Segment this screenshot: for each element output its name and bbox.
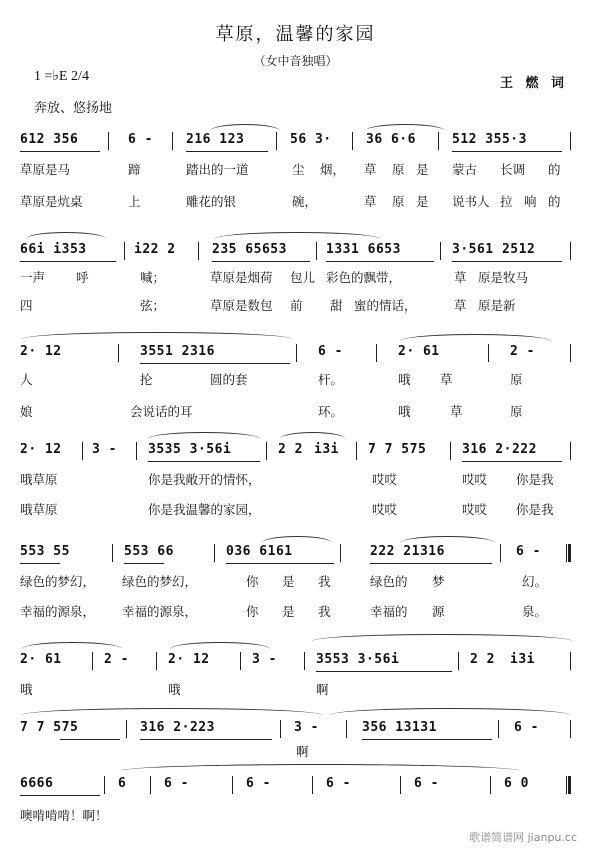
notes-m2: 316 2·223 bbox=[140, 720, 215, 735]
barline bbox=[266, 442, 267, 460]
underline bbox=[326, 261, 434, 262]
lyric: 一声 bbox=[20, 270, 46, 285]
barline bbox=[156, 652, 157, 670]
notes-m5: 3·561 2512 bbox=[452, 242, 536, 257]
notes-m1: 6666 bbox=[20, 776, 54, 791]
underline bbox=[362, 739, 492, 740]
underline bbox=[452, 261, 562, 262]
underline bbox=[20, 563, 60, 564]
underline bbox=[148, 461, 260, 462]
notes-m3: 6 - bbox=[318, 344, 343, 359]
song-subtitle: （女中音独唱） bbox=[253, 54, 338, 68]
lyric: 踏出的一道 bbox=[186, 162, 249, 177]
lyric: 你是我 bbox=[516, 472, 554, 487]
lyric: 你是我敞开的情怀， bbox=[148, 472, 261, 487]
lyric: 草 bbox=[364, 162, 377, 177]
notes-m5: 6 - bbox=[516, 544, 541, 559]
barline bbox=[570, 652, 571, 670]
lyric: 你 bbox=[246, 604, 259, 619]
lyric: 原 bbox=[392, 162, 405, 177]
slur bbox=[26, 232, 106, 239]
barline bbox=[126, 720, 127, 738]
notes-m3: 6 - bbox=[164, 776, 189, 791]
barline bbox=[172, 132, 173, 150]
lyric: 的 bbox=[548, 194, 561, 209]
lyric: 彩色的飘带， bbox=[326, 270, 402, 285]
notes-m4a: 2 2 bbox=[278, 442, 303, 457]
lyric: 原是新 bbox=[478, 298, 516, 313]
slur bbox=[22, 642, 122, 649]
lyric: 草原是数包 bbox=[210, 298, 273, 313]
lyric: 蹄 bbox=[128, 162, 141, 177]
lyrics-row-5-verse-1 bbox=[0, 572, 591, 590]
lyric: 四 bbox=[20, 298, 33, 313]
barline bbox=[316, 242, 317, 260]
lyrics-row-3-verse-2 bbox=[0, 402, 591, 420]
notes-m2: 553 66 bbox=[124, 544, 174, 559]
underline bbox=[370, 563, 492, 564]
notes-m1: 553 55 bbox=[20, 544, 70, 559]
underline bbox=[462, 461, 562, 462]
barline bbox=[490, 776, 491, 794]
barline bbox=[400, 776, 401, 794]
lyric: 哎哎 bbox=[462, 472, 488, 487]
lyric: 原 bbox=[510, 404, 523, 419]
lyric: 人 bbox=[20, 372, 33, 387]
notes-m6b: i3i bbox=[510, 652, 535, 667]
lyric: 草 bbox=[364, 194, 377, 209]
barline bbox=[108, 132, 109, 150]
barline bbox=[104, 776, 105, 794]
lyric: 草原是烟荷 bbox=[210, 270, 273, 285]
song-title: 草原，温馨的家园 bbox=[215, 24, 376, 45]
slur bbox=[280, 432, 345, 439]
slur bbox=[22, 708, 322, 715]
lyrics-row-6 bbox=[0, 680, 591, 698]
lyric: 是 bbox=[416, 194, 429, 209]
barline bbox=[124, 242, 125, 260]
notes-m1: 66i i353 bbox=[20, 242, 87, 257]
notes-m1: 2· 61 bbox=[20, 652, 62, 667]
barline bbox=[280, 720, 281, 738]
lyric: 哎哎 bbox=[372, 472, 398, 487]
barline bbox=[214, 544, 215, 562]
lyrics-row-7 bbox=[0, 742, 591, 760]
lyric: 雕花的银 bbox=[186, 194, 237, 209]
lyrics-row-4-verse-1 bbox=[0, 470, 591, 488]
final-barline bbox=[566, 776, 571, 794]
notes-m1: 612 356 bbox=[20, 132, 79, 147]
barline bbox=[232, 776, 233, 794]
lyric: 哦草原 bbox=[20, 502, 58, 517]
lyric: 哦 bbox=[398, 404, 411, 419]
notes-m5: 3553 3·56i bbox=[316, 652, 400, 667]
lyric: 哦 bbox=[20, 682, 33, 697]
lyric: 绿色的 bbox=[370, 574, 408, 589]
underline bbox=[20, 795, 100, 796]
lyric: 上 bbox=[128, 194, 141, 209]
underline bbox=[20, 151, 100, 152]
lyric: 草原是炕桌 bbox=[20, 194, 83, 209]
notes-m4: 222 21316 bbox=[370, 544, 445, 559]
barline bbox=[312, 776, 313, 794]
lyrics-row-2-verse-1 bbox=[0, 268, 591, 286]
score-row-3 bbox=[0, 342, 591, 370]
slur bbox=[312, 634, 572, 641]
lyric: 圆的套 bbox=[210, 372, 248, 387]
lyric: 杆。 bbox=[318, 372, 344, 387]
lyric: 蜜的情话， bbox=[354, 298, 417, 313]
lyrics-row-5-verse-2 bbox=[0, 602, 591, 620]
notes-m3: 036 6161 bbox=[226, 544, 293, 559]
lyric: 是 bbox=[282, 604, 295, 619]
slur bbox=[215, 232, 380, 239]
notes-m5: 6 - bbox=[514, 720, 539, 735]
score-row-5 bbox=[0, 542, 591, 570]
slur bbox=[120, 764, 520, 771]
underline bbox=[452, 151, 562, 152]
barline bbox=[118, 344, 119, 362]
lyric: 绿色的梦幻， bbox=[20, 574, 96, 589]
lyric: 草 bbox=[450, 404, 463, 419]
notes-m5: 6 - bbox=[326, 776, 351, 791]
lyric: 泉。 bbox=[522, 604, 548, 619]
notes-m1: 7 7 575 bbox=[20, 720, 79, 735]
lyrics-row-4-verse-2 bbox=[0, 500, 591, 518]
slur bbox=[400, 334, 550, 341]
barline bbox=[458, 652, 459, 670]
lyric: 是 bbox=[282, 574, 295, 589]
barline bbox=[276, 132, 277, 150]
lyric: 啊 bbox=[296, 744, 309, 759]
barline bbox=[570, 344, 571, 362]
lyric: 原 bbox=[392, 194, 405, 209]
lyric: 哎哎 bbox=[462, 502, 488, 517]
underline bbox=[186, 151, 268, 152]
score-row-2 bbox=[0, 240, 591, 268]
lyric: 长调 bbox=[500, 162, 526, 177]
notes-m4: 3 - bbox=[252, 652, 277, 667]
tempo-marking: 奔放、悠扬地 bbox=[34, 101, 113, 116]
lyric: 抡 bbox=[140, 372, 153, 387]
barline bbox=[438, 132, 439, 150]
lyric: 蒙古 bbox=[452, 162, 478, 177]
lyric: 弦； bbox=[140, 298, 166, 313]
notes-m2: 3 - bbox=[92, 442, 117, 457]
notes-m2: i22 2 bbox=[134, 242, 176, 257]
barline bbox=[82, 442, 83, 460]
lyric: 绿色的梦幻， bbox=[122, 574, 198, 589]
notes-m4b: i3i bbox=[314, 442, 339, 457]
notes-m4: 2· 61 bbox=[398, 344, 440, 359]
notes-m7: 6 0 bbox=[504, 776, 529, 791]
barline bbox=[296, 344, 297, 362]
lyric: 是 bbox=[416, 162, 429, 177]
lyric: 哎哎 bbox=[372, 502, 398, 517]
score-row-1 bbox=[0, 130, 591, 158]
notes-m6: 6 - bbox=[414, 776, 439, 791]
barline bbox=[440, 242, 441, 260]
notes-m1: 2· 12 bbox=[20, 344, 62, 359]
barline bbox=[304, 652, 305, 670]
barline bbox=[498, 720, 499, 738]
underline bbox=[226, 563, 334, 564]
underline bbox=[140, 363, 290, 364]
notes-m1: 2· 12 bbox=[20, 442, 62, 457]
barline bbox=[376, 344, 377, 362]
barline bbox=[352, 132, 353, 150]
notes-m5: 2 - bbox=[510, 344, 535, 359]
barline bbox=[240, 652, 241, 670]
score-row-8 bbox=[0, 774, 591, 802]
barline bbox=[500, 544, 501, 562]
lyric: 原 bbox=[510, 372, 523, 387]
lyric: 我 bbox=[318, 604, 331, 619]
lyric: 娘 bbox=[20, 404, 33, 419]
lyric: 哦草原 bbox=[20, 472, 58, 487]
lyric: 哦 bbox=[168, 682, 181, 697]
lyric: 的 bbox=[548, 162, 561, 177]
notes-m3: 2· 12 bbox=[168, 652, 210, 667]
notes-m2: 3551 2316 bbox=[140, 344, 215, 359]
notes-m6: 316 2·222 bbox=[462, 442, 537, 457]
lyric: 原是牧马 bbox=[478, 270, 529, 285]
barline bbox=[356, 442, 357, 460]
lyric: 你是我 bbox=[516, 502, 554, 517]
lyric: 啊 bbox=[316, 682, 329, 697]
notes-m2: 2 - bbox=[104, 652, 129, 667]
lyric: 草 bbox=[440, 372, 453, 387]
notes-m4: 6 - bbox=[246, 776, 271, 791]
lyric: 甜 bbox=[330, 298, 343, 313]
lyric: 幻。 bbox=[522, 574, 548, 589]
lyric: 源 bbox=[432, 604, 445, 619]
barline bbox=[340, 544, 341, 562]
barline bbox=[570, 242, 571, 260]
lyric: 幸福的源泉， bbox=[20, 604, 96, 619]
score-row-4 bbox=[0, 440, 591, 468]
lyric: 喊； bbox=[140, 270, 166, 285]
notes-m3: 216 123 bbox=[186, 132, 245, 147]
notes-m3: 3535 3·56i bbox=[148, 442, 232, 457]
notes-m5: 36 6·6 bbox=[366, 132, 416, 147]
slur bbox=[148, 432, 260, 439]
barline bbox=[136, 442, 137, 460]
lyric: 前 bbox=[290, 298, 303, 313]
lyric: 响 bbox=[524, 194, 537, 209]
key-signature: 1 =♭E 2/4 bbox=[34, 69, 89, 84]
score-row-6 bbox=[0, 650, 591, 678]
lyric: 环。 bbox=[318, 404, 344, 419]
lyric: 会说话的耳 bbox=[130, 404, 193, 419]
barline bbox=[488, 344, 489, 362]
lyrics-row-3-verse-1 bbox=[0, 370, 591, 388]
underline bbox=[60, 739, 120, 740]
lyric: 幸福的源泉， bbox=[122, 604, 198, 619]
lyric: 草 bbox=[454, 298, 467, 313]
site-watermark: 歌谱简谱网 jianpu.cc bbox=[469, 831, 577, 844]
lyricist-credit: 王 燃 词 bbox=[500, 76, 569, 91]
lyric: 你是我温馨的家园， bbox=[148, 502, 261, 517]
lyric: 拉 bbox=[500, 194, 513, 209]
lyric: 你 bbox=[246, 574, 259, 589]
lyric: 我 bbox=[318, 574, 331, 589]
slur bbox=[330, 708, 570, 715]
lyric: 梦 bbox=[432, 574, 445, 589]
lyrics-row-1-verse-1 bbox=[0, 160, 591, 178]
lyric: 尘 bbox=[292, 162, 305, 177]
barline bbox=[570, 442, 571, 460]
notes-m3: 3 - bbox=[294, 720, 319, 735]
lyric: 哦 bbox=[398, 372, 411, 387]
lyric: 碗， bbox=[292, 194, 318, 209]
notes-m6a: 2 2 bbox=[470, 652, 495, 667]
lyrics-row-2-verse-2 bbox=[0, 296, 591, 314]
lyric: 说书人 bbox=[452, 194, 490, 209]
notes-m2: 6 - bbox=[128, 132, 153, 147]
slur bbox=[22, 332, 292, 339]
repeat-barline bbox=[566, 544, 571, 562]
lyric: 噢啃啃啃！啊！ bbox=[20, 808, 108, 823]
underline bbox=[20, 261, 116, 262]
notes-m4: 1331 6653 bbox=[326, 242, 401, 257]
lyric: 烟， bbox=[320, 162, 346, 177]
notes-m5: 7 7 575 bbox=[368, 442, 427, 457]
notes-m2: 6 bbox=[118, 776, 127, 791]
notes-m3: 235 65653 bbox=[212, 242, 287, 257]
barline bbox=[92, 652, 93, 670]
barline bbox=[570, 720, 571, 738]
notes-m4: 56 3· bbox=[290, 132, 332, 147]
barline bbox=[198, 242, 199, 260]
lyrics-row-8 bbox=[0, 806, 591, 824]
notes-m4: 356 13131 bbox=[362, 720, 437, 735]
barline bbox=[112, 544, 113, 562]
barline bbox=[450, 442, 451, 460]
notes-m6: 512 355·3 bbox=[452, 132, 527, 147]
underline bbox=[140, 739, 272, 740]
lyric: 幸福的 bbox=[370, 604, 408, 619]
barline bbox=[150, 776, 151, 794]
lyric: 包儿 bbox=[290, 270, 316, 285]
underline bbox=[124, 563, 164, 564]
barline bbox=[570, 132, 571, 150]
lyrics-row-1-verse-2 bbox=[0, 192, 591, 210]
lyric: 呼 bbox=[76, 270, 89, 285]
barline bbox=[346, 720, 347, 738]
underline bbox=[212, 261, 310, 262]
lyric: 草 bbox=[454, 270, 467, 285]
lyric: 草原是马 bbox=[20, 162, 71, 177]
slur bbox=[170, 642, 270, 649]
underline bbox=[316, 671, 452, 672]
